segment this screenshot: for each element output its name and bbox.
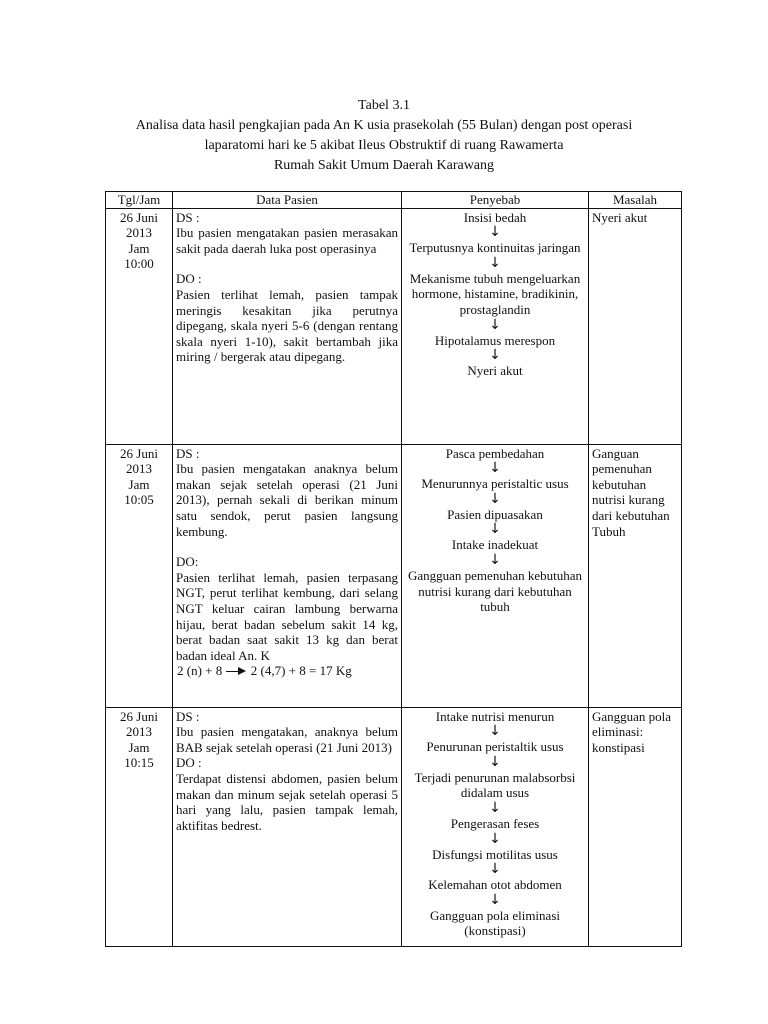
ds-text: Ibu pasien mengatakan anaknya belum makan sejak setelah operasi (21 Juni 2013), pernah sekali di berikan minum satu sendok, perut pasien langsung kembung. (176, 461, 398, 539)
header-masalah: Masalah (589, 192, 682, 209)
table-caption (0, 96, 768, 176)
cause-step: Penurunan peristaltik usus (426, 739, 564, 755)
header-penyebab: Penyebab (402, 192, 589, 209)
cell-penyebab (402, 208, 589, 444)
analysis-table (105, 191, 682, 947)
jam-label: Jam (128, 739, 150, 755)
cell-penyebab (402, 707, 589, 946)
time: 10:15 (124, 755, 154, 771)
cause-step: Gangguan pola eliminasi (konstipasi) (430, 907, 560, 939)
ds-text: Ibu pasien mengatakan, anaknya belum BAB sejak setelah operasi (21 Juni 2013) (176, 724, 398, 755)
ds-label: DS : (176, 445, 200, 461)
cell-masalah: Nyeri akut (589, 208, 682, 444)
down-arrow-icon: ↓ (489, 551, 501, 568)
date: 26 Juni (120, 445, 158, 461)
down-arrow-icon: ↓ (489, 254, 501, 271)
down-arrow-icon: ↓ (489, 799, 501, 816)
header-data-pasien: Data Pasien (173, 192, 402, 209)
formula-right: 2 (4,7) + 8 = 17 Kg (250, 663, 352, 679)
cell-masalah: Gangguan pola eliminasi: konstipasi (589, 707, 682, 946)
right-arrow-icon (226, 668, 248, 676)
do-label: DO: (176, 554, 199, 570)
do-text: Terdapat distensi abdomen, pasien belum makan dan minum sejak setelah operasi 5 hari yang lalu, pasien tampak lemah, aktifitas bedrest. (176, 770, 398, 833)
cause-step: Mekanisme tubuh mengeluarkan hormone, histamine, bradikinin, prostaglandin (409, 270, 581, 317)
cell-masalah: Ganguan pemenuhan kebutuhan nutrisi kurang dari kebutuhan Tubuh (589, 444, 682, 707)
ds-label: DS : (176, 209, 200, 225)
down-arrow-icon: ↓ (489, 347, 501, 364)
caption-number: Tabel 3.1 (358, 98, 410, 113)
table-header-row (106, 192, 682, 209)
table-row (106, 208, 682, 444)
cause-step: Pasca pembedahan (445, 445, 545, 461)
cause-step: Hipotalamus merespon (434, 332, 556, 348)
cause-step: Menurunnya peristaltic usus (421, 476, 569, 492)
table-row (106, 444, 682, 707)
do-label: DO : (176, 271, 202, 287)
down-arrow-icon: ↓ (489, 460, 501, 477)
down-arrow-icon: ↓ (489, 861, 501, 878)
year: 2013 (126, 225, 152, 241)
jam-label: Jam (128, 476, 150, 492)
cell-date-time (106, 208, 173, 444)
cell-data-pasien (173, 444, 402, 707)
down-arrow-icon: ↓ (489, 830, 501, 847)
year: 2013 (126, 461, 152, 477)
down-arrow-icon: ↓ (489, 316, 501, 333)
jam-label: Jam (128, 240, 150, 256)
cause-step: Nyeri akut (467, 363, 523, 379)
ds-label: DS : (176, 708, 200, 724)
table-row (106, 707, 682, 946)
cause-step: Kelemahan otot abdomen (428, 877, 562, 893)
date: 26 Juni (120, 708, 158, 724)
cell-data-pasien (173, 707, 402, 946)
down-arrow-icon: ↓ (489, 723, 501, 740)
cause-step: Gangguan pemenuhan kebutuhan nutrisi kurang dari kebutuhan tubuh (407, 567, 582, 615)
cause-step: Terputusnya kontinuitas jaringan (409, 240, 581, 256)
cause-step: Insisi bedah (463, 209, 527, 225)
down-arrow-icon: ↓ (489, 224, 501, 241)
cell-date-time (106, 444, 173, 707)
cause-step: Intake inadekuat (451, 537, 539, 553)
time: 10:00 (124, 256, 154, 272)
time: 10:05 (124, 492, 154, 508)
cause-step: Pengerasan feses (450, 815, 540, 831)
down-arrow-icon: ↓ (489, 521, 501, 538)
year: 2013 (126, 724, 152, 740)
caption-line: Rumah Sakit Umum Daerah Karawang (273, 158, 495, 173)
caption-line: laparatomi hari ke 5 akibat Ileus Obstruktif di ruang Rawamerta (204, 138, 564, 153)
down-arrow-icon: ↓ (489, 753, 501, 770)
down-arrow-icon: ↓ (489, 490, 501, 507)
do-text: Pasien terlihat lemah, pasien tampak meringis kesakitan jika perutnya dipegang, skala nyeri 5-6 (dengan rentang skala nyeri 1-10), sakit bertambah jika miring / bergerak atau dipegang. (176, 286, 398, 365)
caption-line: Analisa data hasil pengkajian pada An K usia prasekolah (55 Bulan) dengan post operasi (135, 118, 633, 133)
ds-text: Ibu pasien mengatakan pasien merasakan sakit pada daerah luka post operasinya (176, 225, 398, 256)
cause-step: Disfungsi motilitas usus (432, 846, 558, 862)
cause-step: Pasien dipuasakan (447, 506, 543, 522)
header-tgl-jam: Tgl/Jam (106, 192, 173, 209)
do-text: Pasien terlihat lemah, pasien terpasang NGT, perut terlihat kembung, dari selang NGT keluar cairan lambung berwarna hijau, berat badan sebelum sakit 14 kg, berat badan saat sakit 13 kg dan berat badan ideal An. K (176, 569, 398, 663)
cell-data-pasien (173, 208, 402, 444)
cause-step: Terjadi penurunan malabsorbsi didalam usus (414, 769, 576, 801)
do-label: DO : (176, 755, 202, 771)
date: 26 Juni (120, 209, 158, 225)
cell-penyebab (402, 444, 589, 707)
weight-formula (176, 663, 398, 679)
cause-step: Intake nutrisi menurun (435, 708, 555, 724)
formula-left: 2 (n) + 8 (177, 663, 223, 679)
cell-date-time (106, 707, 173, 946)
down-arrow-icon: ↓ (489, 891, 501, 908)
